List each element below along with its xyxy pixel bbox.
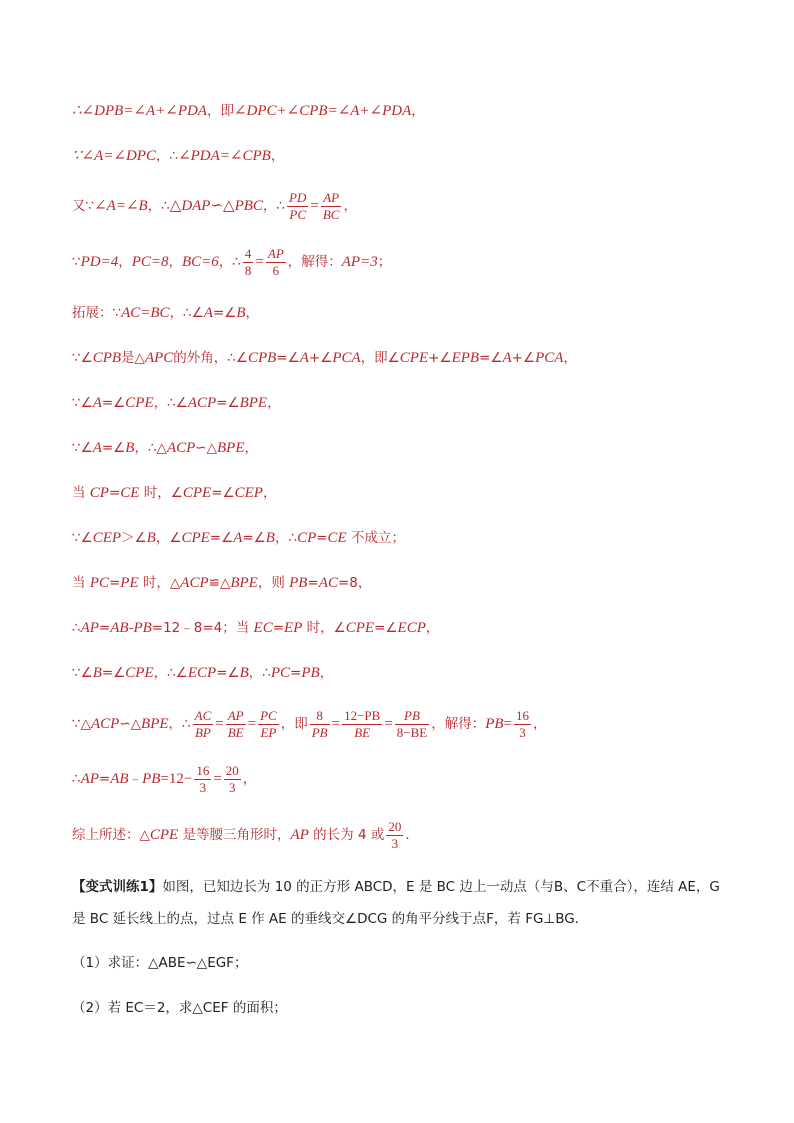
math-expr: CPE — [125, 665, 154, 681]
denominator: BE — [354, 724, 371, 740]
text: 的长为 4 或 — [308, 827, 385, 843]
text: ∽△ — [195, 440, 217, 456]
math-expr: BC=6 — [182, 254, 219, 270]
text: 综上所述：△ — [72, 827, 150, 843]
fraction — [386, 819, 403, 852]
denominator: 8−BE — [396, 724, 428, 740]
fraction — [243, 246, 254, 279]
text: ，∴ — [168, 716, 191, 732]
text: ， — [563, 350, 577, 366]
text: ﹣ — [128, 771, 143, 787]
numerator: PD — [289, 189, 307, 205]
solution-line-14 — [72, 704, 734, 744]
exercise-tag: 【变式训练1】 — [72, 879, 163, 895]
text: ，∴△ — [134, 440, 167, 456]
denominator: BP — [194, 724, 211, 740]
text: - — [128, 620, 134, 636]
math-expr: PB — [133, 620, 152, 636]
fraction — [266, 246, 286, 279]
text: ，则 — [257, 575, 290, 591]
numerator: AP — [267, 245, 284, 261]
text: ， — [411, 103, 425, 119]
text: ， — [244, 440, 258, 456]
math-expr: PB — [485, 716, 504, 732]
math-expr: PE — [120, 575, 139, 591]
math-expr: CPE — [125, 395, 154, 411]
text: ∴ — [72, 620, 81, 636]
text: ，∴ — [262, 198, 286, 214]
text: =∠ — [101, 395, 126, 411]
text: ， — [262, 485, 277, 501]
text: 拓展：∵ — [72, 305, 122, 321]
math-expr: AB — [110, 771, 129, 787]
text: 的外角，∴∠ — [173, 350, 248, 366]
math-op: = — [213, 771, 222, 787]
math-expr: CPE — [345, 620, 375, 636]
text: 当 — [72, 485, 90, 501]
exercise-stem-line-1 — [72, 877, 734, 897]
denominator: 6 — [272, 262, 280, 278]
math-expr: CE — [120, 485, 140, 501]
solution-line-4 — [72, 242, 734, 282]
math-expr: B — [265, 530, 275, 546]
text: ， — [425, 620, 440, 636]
math-expr: BPE — [230, 575, 258, 591]
math-expr: ∵∠A=∠DPC — [72, 148, 156, 164]
text: ∵∠ — [72, 530, 93, 546]
solution-line-6 — [72, 348, 734, 368]
text: ， — [533, 716, 547, 732]
math-expr: A — [299, 350, 309, 366]
text: =∠ — [212, 305, 237, 321]
text: =∠ — [101, 440, 126, 456]
text: 时，△ — [138, 575, 181, 591]
math-expr: PB — [289, 575, 308, 591]
numerator: AC — [194, 707, 212, 723]
solution-line-13 — [72, 663, 734, 683]
math-op: = — [247, 716, 257, 732]
fraction — [194, 763, 211, 796]
math-expr: ACP — [166, 440, 196, 456]
denominator: EP — [260, 724, 277, 740]
text: =∠ — [211, 485, 235, 501]
math-expr: PD=4 — [80, 254, 119, 270]
text: =∠ — [101, 665, 126, 681]
text: ， — [168, 254, 183, 270]
denominator: BC — [322, 206, 340, 222]
math-expr: CPB — [247, 350, 277, 366]
math-expr: CPE — [182, 485, 212, 501]
math-expr: ∠PDA=∠CPB — [178, 148, 271, 164]
fraction — [258, 708, 279, 741]
math-expr: PC — [89, 575, 109, 591]
math-expr: PB — [142, 771, 161, 787]
text: ∵∠ — [72, 440, 93, 456]
numerator: 16 — [196, 762, 210, 778]
math-expr: AB — [110, 620, 129, 636]
numerator: AP — [227, 707, 244, 723]
text: =∠ — [276, 350, 300, 366]
math-expr: A — [92, 440, 102, 456]
text: ， — [118, 254, 132, 270]
text: ， — [270, 148, 285, 164]
math-op: = — [384, 716, 393, 732]
math-expr: ∠DPC+∠CPB=∠A+∠PDA — [233, 103, 412, 119]
math-expr: PB — [301, 665, 320, 681]
solution-line-2 — [72, 146, 734, 166]
math-expr: A — [233, 530, 243, 546]
text: +∠ — [511, 350, 536, 366]
text: =∠ — [242, 530, 266, 546]
text: ，即 — [206, 103, 234, 119]
text: ，∴ — [147, 198, 170, 214]
denominator: 3 — [199, 779, 207, 795]
text: = — [108, 485, 121, 501]
numerator: 20 — [225, 762, 239, 778]
math-op: = — [310, 198, 319, 214]
solution-line-7 — [72, 393, 734, 413]
denominator: PB — [311, 724, 328, 740]
math-expr: CE — [327, 530, 347, 546]
text: ∵ — [72, 254, 81, 270]
fraction — [193, 708, 214, 741]
math-op: = — [503, 716, 513, 732]
fraction — [514, 708, 531, 741]
text: ∵∠ — [72, 350, 93, 366]
solution-line-1 — [72, 101, 734, 121]
text: +∠ — [308, 350, 333, 366]
math-expr: B — [236, 305, 246, 321]
math-expr: PC — [270, 665, 291, 681]
text: =∠ — [209, 530, 234, 546]
math-expr: ∴∠DPB=∠A+∠PDA — [72, 103, 207, 119]
text: = — [307, 575, 319, 591]
math-expr: CEP — [92, 530, 122, 546]
solution-line-5 — [72, 303, 734, 323]
text: 是△ — [121, 350, 145, 366]
text: ，∴ — [218, 254, 241, 270]
math-expr: AP=3 — [341, 254, 378, 270]
math-expr: ACP — [187, 395, 217, 411]
math-expr: EP — [284, 620, 303, 636]
text: 又∵ — [72, 198, 95, 214]
solution-line-10 — [72, 528, 734, 548]
solution-line-15 — [72, 759, 734, 799]
solution-line-12 — [72, 618, 734, 638]
text: ； — [377, 254, 392, 270]
denominator: 8 — [244, 262, 252, 278]
text: 时，∠ — [139, 485, 183, 501]
denominator: 3 — [519, 724, 526, 740]
math-expr: BPE — [217, 440, 245, 456]
math-expr: B — [239, 665, 249, 681]
math-expr: PCA — [332, 350, 361, 366]
solution-line-8 — [72, 438, 734, 458]
text: = — [272, 620, 285, 636]
numerator: 12−PB — [344, 707, 381, 723]
text: =∠ — [479, 350, 503, 366]
text: ， — [242, 771, 257, 787]
exercise-question-2 — [72, 998, 734, 1018]
text: ，∴∠ — [153, 665, 188, 681]
text: =12﹣8=4；当 — [151, 620, 254, 636]
math-expr: A — [92, 395, 102, 411]
text: =∠ — [216, 665, 240, 681]
math-expr: BPE — [141, 716, 169, 732]
math-expr: PCA — [535, 350, 564, 366]
exercise-stem: 是 BC 延长线上的点，过点 E 作 AE 的垂线交∠DCG 的角平分线于点F，若 FG⊥BG． — [72, 911, 589, 927]
text: ，解得： — [431, 716, 486, 732]
numerator: 4 — [244, 245, 252, 261]
text: +∠ — [428, 350, 452, 366]
text: ， — [319, 665, 334, 681]
math-expr: B — [146, 530, 156, 546]
text: ，∴∠ — [153, 395, 188, 411]
fraction — [287, 190, 308, 223]
math-expr: ECP — [187, 665, 217, 681]
denominator: BE — [227, 724, 244, 740]
math-op: = — [215, 716, 224, 732]
math-expr: ECP — [397, 620, 426, 636]
fraction — [342, 708, 382, 741]
text: ， — [343, 198, 357, 214]
math-expr: AP — [290, 827, 309, 843]
fraction — [226, 708, 246, 741]
math-expr: CPB — [92, 350, 122, 366]
exercise-stem: 如图，已知边长为 10 的正方形 ABCD，E 是 BC 边上一动点（与B、C不重合），连结 AE，G — [162, 879, 720, 895]
math-expr: EC — [253, 620, 273, 636]
math-expr: B — [125, 440, 135, 456]
math-expr: ∠A=∠B — [94, 198, 148, 214]
math-expr: EPB — [451, 350, 480, 366]
math-op: = — [331, 716, 341, 732]
math-expr: B — [92, 665, 102, 681]
text: ∴ — [72, 771, 81, 787]
text: ＞∠ — [121, 530, 147, 546]
math-expr: AC=BC — [121, 305, 170, 321]
text: 当 — [72, 575, 90, 591]
math-expr: CPE — [181, 530, 210, 546]
text: ，∴ — [248, 665, 271, 681]
text: ， — [245, 305, 260, 321]
numerator: PC — [260, 707, 277, 723]
text: ，∴ — [274, 530, 298, 546]
math-expr: △DAP∽△PBC — [169, 198, 263, 214]
math-expr: A — [203, 305, 213, 321]
text: =∠ — [374, 620, 398, 636]
exercise-question-1 — [72, 953, 734, 973]
text: = — [290, 665, 302, 681]
text: ≌△ — [208, 575, 231, 591]
math-expr: CPE — [399, 350, 429, 366]
text: ，∠ — [155, 530, 182, 546]
question-text: （2）若 EC＝2，求△CEF 的面积； — [72, 1000, 287, 1016]
text: 是等腰三角形时， — [178, 827, 291, 843]
solution-line-9 — [72, 483, 734, 503]
math-expr: PC=8 — [131, 254, 169, 270]
fraction — [224, 763, 241, 796]
text: = — [98, 771, 111, 787]
text: = — [98, 620, 111, 636]
math-expr: AP — [80, 771, 99, 787]
text: 时，∠ — [302, 620, 346, 636]
text: ∵△ — [72, 716, 91, 732]
text: ，∴∠ — [169, 305, 204, 321]
math-expr: CEP — [234, 485, 263, 501]
exercise-stem-line-2 — [72, 909, 734, 929]
solution-line-16 — [72, 815, 734, 855]
numerator: AP — [321, 190, 342, 207]
solution-line-11 — [72, 573, 734, 593]
text: ，∴ — [155, 148, 179, 164]
math-expr: ACP — [90, 716, 120, 732]
numerator: 8 — [310, 708, 330, 725]
numerator: 20 — [388, 818, 402, 834]
denominator: 3 — [391, 835, 399, 851]
text: ，解得： — [287, 254, 342, 270]
math-expr: AC — [318, 575, 338, 591]
text: = — [108, 575, 121, 591]
math-expr: CPE — [149, 827, 179, 843]
denominator: PC — [289, 206, 306, 222]
fraction — [310, 708, 330, 741]
fraction — [395, 708, 429, 741]
numerator: 16 — [516, 707, 530, 723]
math-op: =12− — [160, 771, 193, 787]
solution-line-3 — [72, 186, 734, 226]
denominator: 3 — [229, 779, 236, 795]
math-expr: CP — [297, 530, 317, 546]
text: =∠ — [216, 395, 240, 411]
text: ，即∠ — [360, 350, 400, 366]
text: ，即 — [280, 716, 308, 732]
question-text: （1）求证：△ABE∽△EGF； — [72, 955, 248, 971]
math-expr: A — [502, 350, 512, 366]
text: =8， — [337, 575, 372, 591]
text: ， — [267, 395, 281, 411]
text: ∽△ — [119, 716, 142, 732]
text: = — [316, 530, 328, 546]
fraction — [321, 190, 342, 223]
math-expr: APC — [144, 350, 174, 366]
numerator: PB — [395, 708, 429, 725]
math-op: = — [255, 254, 264, 270]
text: ∵∠ — [72, 395, 93, 411]
text: 不成立； — [346, 530, 406, 546]
math-expr: ACP — [180, 575, 209, 591]
math-expr: AP — [80, 620, 99, 636]
text: ． — [405, 827, 419, 843]
math-expr: BPE — [239, 395, 268, 411]
math-expr: CP — [89, 485, 109, 501]
text: ∵∠ — [72, 665, 93, 681]
